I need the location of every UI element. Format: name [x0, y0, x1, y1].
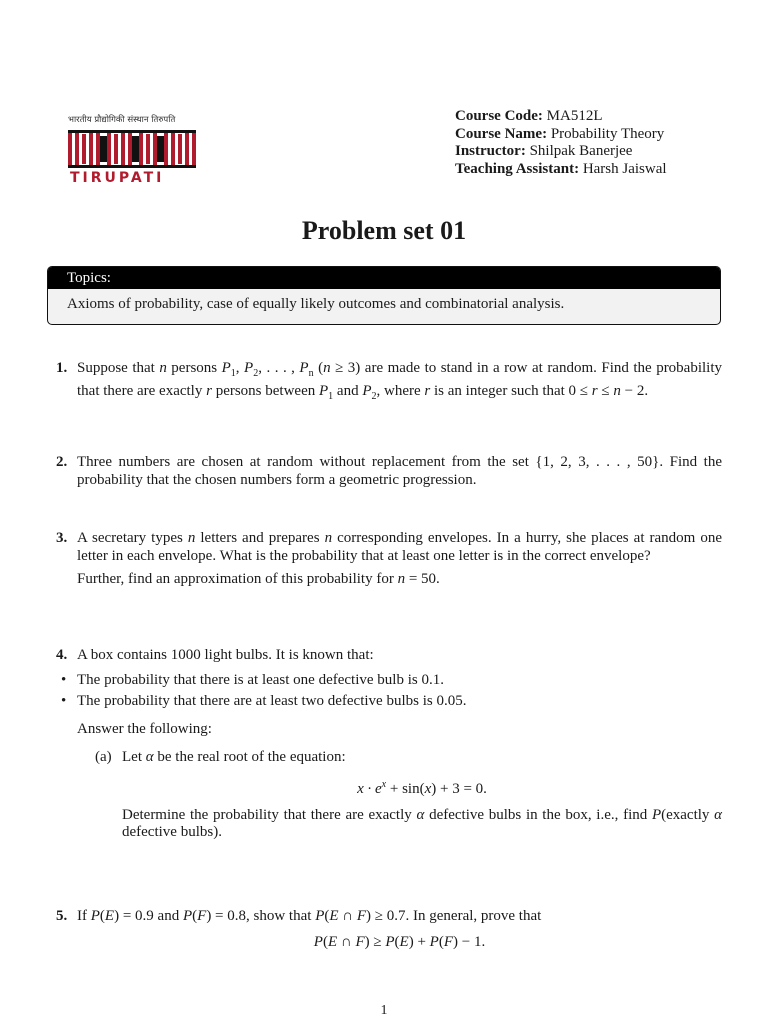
subproblem-a: [95, 749, 722, 841]
ta-row: [455, 161, 667, 179]
course-info: [455, 108, 667, 178]
ta-label: Teaching Assistant:: [455, 160, 580, 177]
problem-4: [56, 647, 722, 842]
topics-text: Axioms of probability, case of equally likely outcomes and combinatorial analysis.: [67, 296, 565, 312]
course-name-row: [455, 126, 667, 144]
answer-prompt: Answer the following:: [77, 720, 212, 737]
problem-number: 1.: [56, 360, 68, 376]
course-name: Probability Theory: [550, 125, 665, 142]
problem-number: 2.: [56, 454, 68, 470]
problem-text: Three numbers are chosen at random without replacement from the set {1, 2, 3, . . . , 50}. Find the probability that the chosen numbers form a geometric progression.: [77, 454, 722, 488]
problem-number: 5.: [56, 908, 68, 924]
problem-1: [56, 360, 722, 405]
list-item: • The probability that there are at least two defective bulbs is 0.05.: [77, 693, 722, 711]
course-code: MA512L: [546, 108, 603, 124]
subproblem-question: Determine the probability that there are exactly α defective bulbs in the box, i.e., find P(exactly α defective bulbs).: [122, 806, 723, 841]
subproblem-text: Let α be the real root of the equation:: [122, 749, 346, 766]
problem-text: Suppose that n persons $P_1$, $P_2$, . . . , $P_n$ (n ≥ 3) are made to stand in a row at random. Find the probability that there are exactly r persons between $P_1$ and $P_2$, where r is an integer such that 0 ≤ r ≤ n − 2.: [77, 360, 723, 402]
list-item: • The probability that there is at least one defective bulb is 0.1.: [77, 672, 722, 690]
problem-5: [56, 908, 722, 959]
problem-further: Further, find an approximation of this probability for n = 50.: [77, 571, 440, 588]
problem-intro: A box contains 1000 light bulbs. It is known that:: [77, 647, 374, 663]
iit-emblem-icon: [68, 130, 198, 168]
logo-hindi-text: भारतीय प्रौद्योगिकी संस्थान तिरुपति: [68, 115, 176, 125]
problem-3: [56, 530, 722, 589]
instructor-label: Instructor:: [455, 143, 526, 159]
course-code-row: [455, 108, 667, 126]
subproblem-label: (a): [95, 749, 112, 766]
course-name-label: Course Name:: [455, 125, 548, 142]
equation: $x \cdot e^x + \sin(x) + 3 = 0$.: [357, 778, 487, 797]
ta-name: Harsh Jaiswal: [582, 160, 667, 177]
equation: P(E ∩ F) ≥ P(E) + P(F) − 1.: [313, 933, 486, 950]
instructor-row: [455, 143, 667, 161]
problem-number: 4.: [56, 647, 68, 663]
logo-name: TIRUPATI: [70, 170, 165, 186]
condition-list: [77, 672, 722, 711]
problem-number: 3.: [56, 530, 68, 546]
page-title: Problem set 01: [301, 216, 467, 245]
topics-box: [47, 266, 721, 325]
problem-text: A secretary types n letters and prepares n corresponding envelopes. In a hurry, she places at random one letter in each envelope. What is the probability that at least one letter is in the correct envelope?: [77, 530, 723, 564]
institute-logo: [58, 106, 208, 198]
problem-text: If P(E) = 0.9 and P(F) = 0.8, show that P(E ∩ F) ≥ 0.7. In general, prove that: [77, 908, 542, 924]
topics-heading: Topics:: [48, 267, 720, 289]
problem-2: [56, 454, 722, 489]
course-code-label: Course Code:: [455, 108, 543, 124]
instructor-name: Shilpak Banerjee: [529, 143, 633, 159]
page-number: 1: [380, 1003, 388, 1018]
